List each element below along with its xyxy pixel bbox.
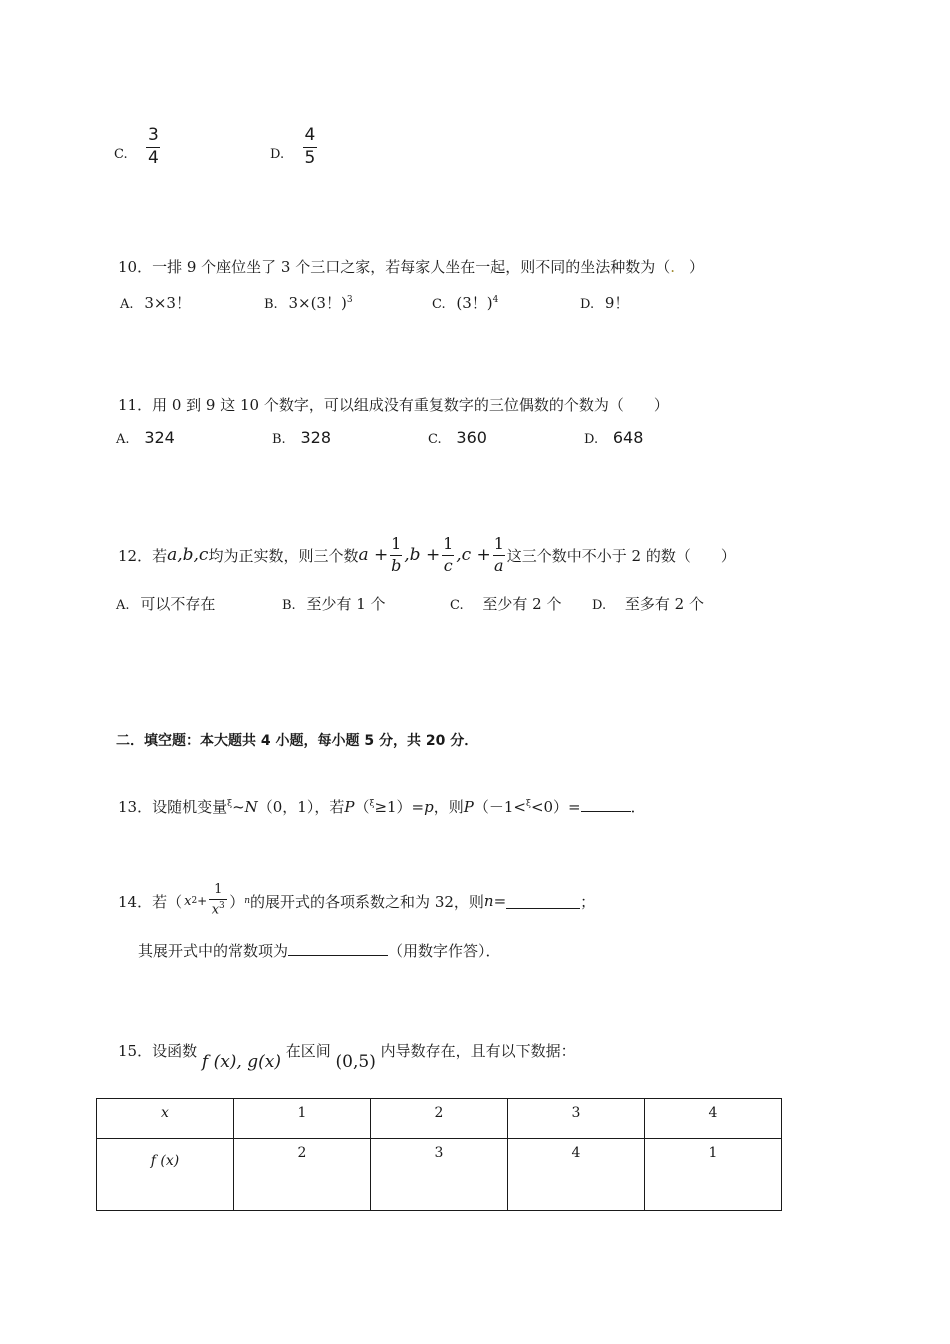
table-header-fx: f (x) [97, 1139, 234, 1211]
q12-term3: ,c + [456, 545, 491, 565]
q12-option-b-label: B. [282, 598, 296, 613]
q11-option-a [116, 428, 175, 447]
q12-option-d-text: 至多有 2 个 [624, 595, 704, 613]
q11-option-b [272, 428, 331, 447]
table-header-x: x [97, 1099, 234, 1139]
table-row [97, 1139, 782, 1211]
q9-d-denominator: 5 [304, 147, 316, 168]
q10-option-c-sup: 4 [492, 295, 499, 305]
q13-p: p [424, 798, 434, 816]
q9-option-d-label: D. [270, 147, 285, 163]
q14-stem [118, 878, 595, 924]
q10-option-a-label: A. [120, 297, 134, 312]
q14-close: ） [229, 892, 245, 911]
q15-text-a: 15．设函数 [118, 1042, 198, 1060]
q12-option-b-text: 至少有 1 个 [306, 595, 386, 613]
table-cell: 4 [508, 1139, 645, 1211]
table-cell: 1 [234, 1099, 371, 1139]
q9-c-numerator: 3 [147, 125, 159, 145]
q14-text-b: 的展开式的各项系数之和为 32，则 [250, 892, 484, 911]
q10-option-d-text: 9！ [604, 294, 630, 312]
q10-stem-end: ） [689, 258, 705, 276]
q12-option-d-label: D. [592, 598, 607, 613]
table-cell: 1 [645, 1139, 782, 1211]
q13-answer-blank[interactable] [581, 811, 631, 812]
q14-line2-text: 其展开式中的常数项为 [138, 942, 289, 960]
q14-exp-n: n [244, 896, 251, 906]
q11-option-c-text: 360 [456, 428, 487, 447]
q13-stem [118, 796, 646, 817]
q15-text-b: 在区间 [285, 1042, 331, 1060]
q15-interval: (0,5) [335, 1052, 376, 1072]
q14-n-blank[interactable] [506, 894, 580, 909]
q13-text-a: 13．设随机变量 [118, 798, 228, 816]
q9-c-denominator: 4 [147, 147, 159, 168]
q13-text-i: ，则 [433, 798, 464, 816]
q11-option-a-text: 324 [144, 428, 175, 447]
q11-option-b-text: 328 [300, 428, 332, 447]
q11-option-d-text: 648 [612, 428, 644, 447]
q11-option-c [428, 428, 487, 447]
q12-frac3-den: a [494, 555, 504, 575]
q15-stem [118, 1040, 576, 1074]
q14-semi: ； [580, 892, 596, 911]
q13-text-l: <0）= [530, 798, 581, 816]
q9-d-numerator: 4 [304, 125, 316, 145]
q12-frac2-num: 1 [443, 534, 454, 554]
q14-line2-end: （用数字作答）． [388, 942, 501, 960]
q12-frac3 [493, 535, 505, 575]
q9-option-d-fraction [303, 126, 317, 168]
q9-option-c-fraction [146, 126, 160, 168]
q14-line2 [138, 940, 501, 961]
q11-option-b-label: B. [272, 432, 286, 447]
table-cell: 4 [645, 1099, 782, 1139]
q13-P-1: P [344, 798, 355, 816]
q12-option-b [282, 593, 386, 614]
q11-option-d-label: D. [584, 432, 599, 447]
q10-option-b-text: 3×(3！) [288, 294, 347, 312]
q12-option-c [450, 593, 562, 614]
q13-text-d: （0，1），若 [257, 798, 345, 816]
q13-paren: （ [354, 798, 370, 816]
q15-data-table [96, 1098, 782, 1211]
q12-option-c-text: 至少有 2 个 [482, 595, 562, 613]
q12-stem-b: 均为正实数，则三个数 [208, 546, 359, 565]
q10-stem-text: 10．一排 9 个座位坐了 3 个三口之家，若每家人坐在一起，则不同的坐法种数为（ [118, 258, 671, 276]
table-row [97, 1099, 782, 1139]
q14-constant-blank[interactable] [288, 941, 388, 956]
q12-option-a-label: A. [116, 598, 130, 613]
q13-text-k: （－1< [473, 798, 526, 816]
q10-option-c-label: C. [432, 297, 446, 312]
q14-text-a: 14．若（ [118, 892, 183, 911]
q11-option-d [584, 428, 643, 447]
section-2-heading: 二．填空题：本大题共 4 小题，每小题 5 分，共 20 分． [116, 733, 479, 749]
q10-option-b [264, 292, 353, 313]
q11-option-a-label: A. [116, 432, 130, 447]
q12-vars: a,b,c [167, 545, 209, 565]
q10-option-c [432, 292, 498, 313]
q12-frac3-num: 1 [493, 534, 504, 554]
q11-option-c-label: C. [428, 432, 442, 447]
q12-option-c-label: C. [450, 598, 464, 613]
q10-option-d-label: D. [580, 297, 595, 312]
q12-frac2-den: c [443, 555, 453, 575]
q14-plus: + [197, 894, 208, 908]
q12-option-d [592, 593, 704, 614]
table-cell: 2 [371, 1099, 508, 1139]
q13-xi-3: ξ [525, 799, 531, 809]
q13-text-g: ≥1）= [374, 798, 425, 816]
q10-option-c-text: (3！) [456, 294, 493, 312]
q12-stem-c: 这三个数中不小于 2 的数（ ） [506, 546, 736, 565]
q13-xi-2: ξ [369, 799, 375, 809]
q10-option-b-label: B. [264, 297, 278, 312]
q12-option-a-text: 可以不存在 [140, 595, 216, 613]
q12-stem-a: 12．若 [118, 546, 168, 565]
q9-option-d [270, 125, 317, 168]
q12-term1: a + [358, 545, 389, 565]
q9-option-c-label: C. [114, 147, 128, 163]
q13-N: N [244, 798, 258, 816]
q14-n: n [483, 892, 494, 910]
q14-power-2: 2 [191, 896, 198, 906]
q10-option-a [120, 292, 191, 313]
q14-frac-x: x [211, 902, 220, 918]
q14-frac-num: 1 [214, 882, 223, 898]
q13-xi-1: ξ [227, 799, 233, 809]
q14-frac-power: 3 [219, 901, 225, 912]
table-cell: 3 [508, 1099, 645, 1139]
q12-frac1 [390, 535, 402, 575]
q12-frac1-den: b [391, 555, 402, 575]
q10-option-a-text: 3×3！ [144, 294, 191, 312]
q12-term2: ,b + [404, 545, 441, 565]
q12-option-a [116, 593, 215, 614]
q14-fraction [209, 883, 227, 918]
q15-text-c: 内导数存在，且有以下数据： [380, 1042, 576, 1060]
q15-funcs: f (x), g(x) [201, 1052, 281, 1072]
q10-option-d [580, 292, 629, 313]
q13-P-2: P [463, 798, 474, 816]
q12-frac2 [442, 535, 454, 575]
q14-x: x [184, 893, 192, 909]
table-cell: 2 [234, 1139, 371, 1211]
q12-stem [118, 530, 736, 580]
q11-stem: 11．用 0 到 9 这 10 个数字，可以组成没有重复数字的三位偶数的个数为（ ） [118, 396, 669, 414]
q12-frac1-num: 1 [391, 534, 402, 554]
q14-eq: = [493, 892, 507, 910]
q13-end: ． [630, 798, 646, 816]
q10-stem: 10．一排 9 个座位坐了 3 个三口之家，若每家人坐在一起，则不同的坐法种数为（. ） [118, 258, 705, 276]
table-cell: 3 [371, 1139, 508, 1211]
q10-option-b-sup: 3 [346, 295, 353, 305]
q13-tilde: ~ [232, 798, 245, 816]
q9-option-c [114, 125, 160, 168]
